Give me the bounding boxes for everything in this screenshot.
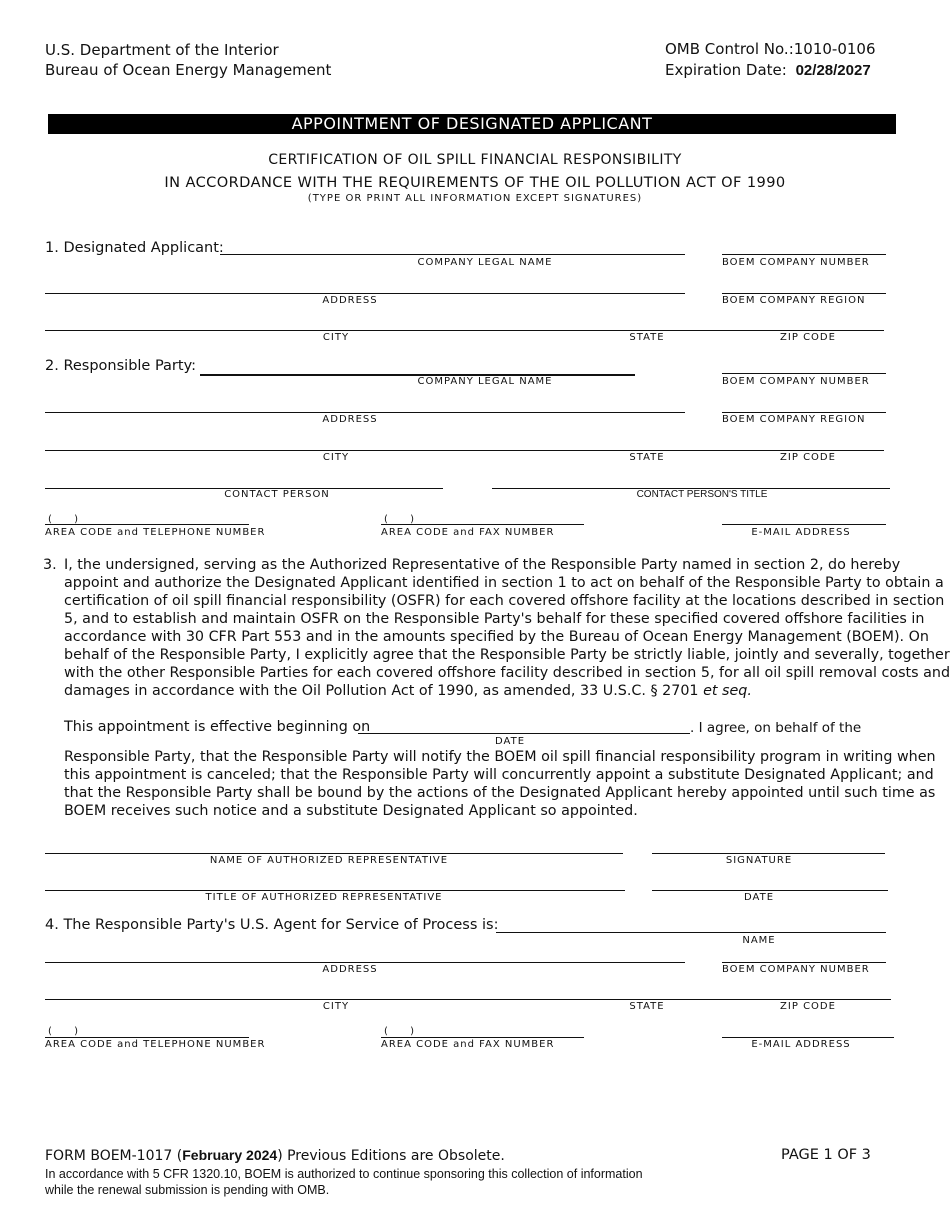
city-label: CITY <box>322 1001 350 1012</box>
effective-suffix: . I agree, on behalf of the <box>690 720 862 736</box>
responsible-party-city-state-zip-field[interactable] <box>45 450 884 451</box>
agency-name: U.S. Department of the Interior <box>45 41 279 59</box>
form-prefix: FORM BOEM-1017 ( <box>45 1148 183 1164</box>
signature-label: SIGNATURE <box>725 855 793 866</box>
company-legal-name-label: COMPANY LEGAL NAME <box>417 376 553 387</box>
effective-date-field[interactable] <box>358 733 690 734</box>
fax-area-code-parens: ( ) <box>384 514 415 525</box>
agent-address-field[interactable] <box>45 962 685 963</box>
section-4-label: 4. The Responsible Party's U.S. Agent for Service of Process is: <box>45 917 499 933</box>
fax-label: AREA CODE and FAX NUMBER <box>381 1039 555 1050</box>
section-3-number: 3. <box>43 557 57 573</box>
address-label: ADDRESS <box>322 295 378 306</box>
boem-company-number-label: BOEM COMPANY NUMBER <box>722 257 870 268</box>
expiration-date: 02/28/2027 <box>795 62 871 79</box>
phone-area-code-parens: ( ) <box>48 1026 79 1037</box>
section-3-line: this appointment is canceled; that the Responsible Party will concurrently appoint a substitute Designated Applicant; and <box>64 767 934 783</box>
form-title: APPOINTMENT OF DESIGNATED APPLICANT <box>48 114 896 134</box>
zip-code-label: ZIP CODE <box>780 452 836 463</box>
expiration-label: Expiration Date: <box>665 61 787 79</box>
agent-fax-field[interactable] <box>381 1037 584 1038</box>
expiration-date-row <box>665 60 871 81</box>
state-label: STATE <box>629 452 665 463</box>
designated-applicant-city-state-zip-field[interactable] <box>45 330 884 331</box>
section-2-label: 2. Responsible Party: <box>45 358 196 374</box>
zip-code-label: ZIP CODE <box>780 332 836 343</box>
section-3-line: damages in accordance with the Oil Pollution Act of 1990, as amended, 33 U.S.C. § 2701 <box>64 683 699 699</box>
state-label: STATE <box>629 332 665 343</box>
email-label: E-MAIL ADDRESS <box>751 527 851 538</box>
subtitle-certification: CERTIFICATION OF OIL SPILL FINANCIAL RESPONSIBILITY <box>268 152 682 168</box>
responsible-party-address-field[interactable] <box>45 412 685 413</box>
company-legal-name-label: COMPANY LEGAL NAME <box>417 257 553 268</box>
fax-label: AREA CODE and FAX NUMBER <box>381 527 555 538</box>
date-label: DATE <box>494 736 526 747</box>
authorized-rep-title-label: TITLE OF AUTHORIZED REPRESENTATIVE <box>205 892 443 903</box>
subtitle-act: IN ACCORDANCE WITH THE REQUIREMENTS OF THE OIL POLLUTION ACT OF 1990 <box>164 174 786 191</box>
agent-boem-number-field[interactable] <box>722 962 886 963</box>
section-3-line: I, the undersigned, serving as the Authorized Representative of the Responsible Party named in section 2, do hereby <box>64 557 901 573</box>
section-3-line: accordance with 30 CFR Part 553 and in the amounts specified by the Bureau of Ocean Energy Management (BOEM). On <box>64 629 929 645</box>
responsible-party-boem-number-field[interactable] <box>722 373 886 374</box>
contact-person-label: CONTACT PERSON <box>224 489 330 500</box>
state-label: STATE <box>629 1001 665 1012</box>
city-label: CITY <box>322 332 350 343</box>
phone-area-code-parens: ( ) <box>48 514 79 525</box>
authorized-rep-name-field[interactable] <box>45 853 623 854</box>
section-3-line-last <box>64 682 752 700</box>
subtitle-instructions: (TYPE OR PRINT ALL INFORMATION EXCEPT SIGNATURES) <box>307 193 643 204</box>
designated-applicant-boem-region-field[interactable] <box>722 293 886 294</box>
section-3-line: BOEM receives such notice and a substitute Designated Applicant so appointed. <box>64 803 638 819</box>
zip-code-label: ZIP CODE <box>780 1001 836 1012</box>
section-3-line: Responsible Party, that the Responsible Party will notify the BOEM oil spill financial responsibility program in writing when <box>64 749 936 765</box>
contact-person-title-label: CONTACT PERSON'S TITLE <box>636 489 768 500</box>
address-label: ADDRESS <box>322 964 378 975</box>
email-label: E-MAIL ADDRESS <box>751 1039 851 1050</box>
page-number: PAGE 1 OF 3 <box>781 1147 871 1163</box>
section-3-line: certification of oil spill financial responsibility (OSFR) for each covered offshore facility at the locations described in section <box>64 593 945 609</box>
effective-prefix: This appointment is effective beginning on <box>64 719 371 735</box>
signature-field[interactable] <box>652 853 885 854</box>
form-suffix: ) Previous Editions are Obsolete. <box>277 1148 505 1164</box>
designated-applicant-name-field[interactable] <box>220 254 685 255</box>
responsible-party-fax-field[interactable] <box>381 524 584 525</box>
omb-notice-line: while the renewal submission is pending with OMB. <box>45 1183 330 1197</box>
fax-area-code-parens: ( ) <box>384 1026 415 1037</box>
authorized-rep-title-field[interactable] <box>45 890 625 891</box>
boem-company-region-label: BOEM COMPANY REGION <box>722 414 866 425</box>
authorized-rep-name-label: NAME OF AUTHORIZED REPRESENTATIVE <box>209 855 449 866</box>
section-3-line: with the other Responsible Parties for each covered offshore facility described in section 5, for all oil spill removal costs and <box>64 665 950 681</box>
form-date: February 2024 <box>182 1147 278 1163</box>
name-label: NAME <box>742 935 776 946</box>
date-label: DATE <box>743 892 775 903</box>
form-number <box>45 1147 505 1164</box>
responsible-party-phone-field[interactable] <box>45 524 249 525</box>
phone-label: AREA CODE and TELEPHONE NUMBER <box>45 1039 266 1050</box>
omb-control-number: OMB Control No.:1010-0106 <box>665 40 876 58</box>
agent-phone-field[interactable] <box>45 1037 249 1038</box>
boem-company-number-label: BOEM COMPANY NUMBER <box>722 964 870 975</box>
designated-applicant-address-field[interactable] <box>45 293 685 294</box>
agent-name-field[interactable] <box>496 932 886 933</box>
boem-company-number-label: BOEM COMPANY NUMBER <box>722 376 870 387</box>
et-seq: et seq. <box>703 683 752 699</box>
boem-company-region-label: BOEM COMPANY REGION <box>722 295 866 306</box>
responsible-party-boem-region-field[interactable] <box>722 412 886 413</box>
address-label: ADDRESS <box>322 414 378 425</box>
signature-date-field[interactable] <box>652 890 888 891</box>
designated-applicant-boem-number-field[interactable] <box>722 254 886 255</box>
section-3-line: that the Responsible Party shall be bound by the actions of the Designated Applicant hereby appointed until such time as <box>64 785 936 801</box>
bureau-name: Bureau of Ocean Energy Management <box>45 61 332 79</box>
omb-notice-line: In accordance with 5 CFR 1320.10, BOEM is authorized to continue sponsoring this collection of information <box>45 1167 643 1181</box>
phone-label: AREA CODE and TELEPHONE NUMBER <box>45 527 266 538</box>
responsible-party-email-field[interactable] <box>722 524 886 525</box>
section-3-line: appoint and authorize the Designated Applicant identified in section 1 to act on behalf of the Responsible Party to obtain a <box>64 575 944 591</box>
agent-city-state-zip-field[interactable] <box>45 999 891 1000</box>
city-label: CITY <box>322 452 350 463</box>
section-3-line: behalf of the Responsible Party, I explicitly agree that the Responsible Party be strictly liable, jointly and severally, together <box>64 647 950 663</box>
section-3-line: 5, and to establish and maintain OSFR on the Responsible Party's behalf for these specified covered offshore facilities in <box>64 611 925 627</box>
section-1-label: 1. Designated Applicant: <box>45 240 224 256</box>
agent-email-field[interactable] <box>722 1037 894 1038</box>
